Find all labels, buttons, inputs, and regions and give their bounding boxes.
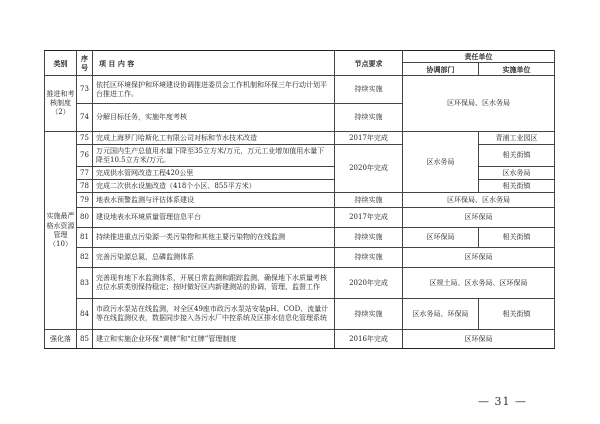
row-requirement: 持续实施	[335, 228, 403, 248]
row-coordinating: 区水务局、环保局	[403, 299, 479, 330]
row-responsible: 区环保局、区水务局	[403, 193, 555, 208]
row-number: 84	[77, 299, 93, 330]
row-number: 74	[77, 104, 93, 132]
row-content: 依托区环境保护和环境建设协调推进委员会工作机制和环保三年行动计划平台推进工作。	[93, 76, 335, 104]
row-requirement: 持续实施	[335, 193, 403, 208]
row-content: 万元国内生产总值用水量下降至35立方米/万元，万元工业增加值用水量下降至10.5立方米/万元。	[93, 145, 335, 167]
row-content: 市政污水泵站在线监测，对全区49座市政污水泵站安装pH、COD、流量计等在线监测仪表，数据同步接入各污水厂中控系统及区排水信息化管理系统	[93, 299, 335, 330]
row-requirement: 2017年完成	[335, 208, 403, 228]
row-content: 完善污染源总氮、总磷监测体系	[93, 248, 335, 268]
row-coordinating: 区水务局	[403, 132, 479, 193]
row-implementing: 相关街镇	[479, 228, 555, 248]
row-coordinating: 区环保局	[403, 228, 479, 248]
row-requirement: 持续实施	[335, 248, 403, 268]
row-number: 81	[77, 228, 93, 248]
header-responsible: 责任单位	[403, 51, 555, 63]
row-implementing: 相关街镇	[479, 145, 555, 167]
row-responsible: 区环保局	[403, 208, 555, 228]
row-requirement: 2020年完成	[335, 268, 403, 299]
row-number: 80	[77, 208, 93, 228]
row-requirement: 持续实施	[335, 299, 403, 330]
row-content: 持续推进重点污染源一类污染物和其他主要污染物的在线监测	[93, 228, 335, 248]
row-content: 建设地表水环境质量管理信息平台	[93, 208, 335, 228]
row-content: 完成二次供水设施改造（418个小区、855平方米）	[93, 180, 335, 193]
row-number: 75	[77, 132, 93, 145]
header-category: 类别	[45, 51, 77, 76]
row-number: 76	[77, 145, 93, 167]
category-cell: 实施最严格水资源管理（10）	[45, 132, 77, 330]
row-implementing: 相关街镇	[479, 299, 555, 330]
row-responsible: 区环保局	[403, 330, 555, 349]
header-coordinating: 协调部门	[403, 63, 479, 76]
row-requirement: 2020年完成	[335, 145, 403, 193]
row-implementing: 区水务局	[479, 167, 555, 180]
row-content: 分解目标任务，实施年度考核	[93, 104, 335, 132]
task-table	[44, 50, 555, 349]
row-number: 79	[77, 193, 93, 208]
row-number: 82	[77, 248, 93, 268]
category-cell: 强化落	[45, 330, 77, 349]
row-number: 77	[77, 167, 93, 180]
header-content: 项 目 内 容	[93, 51, 335, 76]
row-requirement: 持续实施	[335, 104, 403, 132]
row-number: 78	[77, 180, 93, 193]
header-number: 序号	[77, 51, 93, 76]
row-responsible: 区环保局、区水务局	[403, 76, 555, 132]
row-requirement: 持续实施	[335, 76, 403, 104]
row-content: 完成上海罗门哈斯化工有限公司对标和节水技术改造	[93, 132, 335, 145]
category-cell: 推进和考核制度（2）	[45, 76, 77, 132]
row-number: 85	[77, 330, 93, 349]
row-requirement: 2016年完成	[335, 330, 403, 349]
row-content: 完善现有地下水监测体系，开展日常监测和跟踪监测，确保地下水质量考核点位水质类别保持稳定；按时做好区内新建测站的协调、管理、监督工作	[93, 268, 335, 299]
row-implementing: 相关街镇	[479, 180, 555, 193]
row-responsible: 区规土局、区水务局、区环保局	[403, 268, 555, 299]
header-implementing: 实施单位	[479, 63, 555, 76]
row-requirement: 2017年完成	[335, 132, 403, 145]
row-responsible: 区环保局	[403, 248, 555, 268]
row-number: 83	[77, 268, 93, 299]
row-content: 地表水预警监测与评估体系建设	[93, 193, 335, 208]
page-number: — 31 —	[478, 395, 527, 408]
row-content: 建立和实施企业环保“黄牌”和“红牌”管理制度	[93, 330, 335, 349]
row-number: 73	[77, 76, 93, 104]
row-content: 完成供水管网改造工程420公里	[93, 167, 335, 180]
header-requirement: 节点要求	[335, 51, 403, 76]
row-implementing: 青浦工业园区	[479, 132, 555, 145]
